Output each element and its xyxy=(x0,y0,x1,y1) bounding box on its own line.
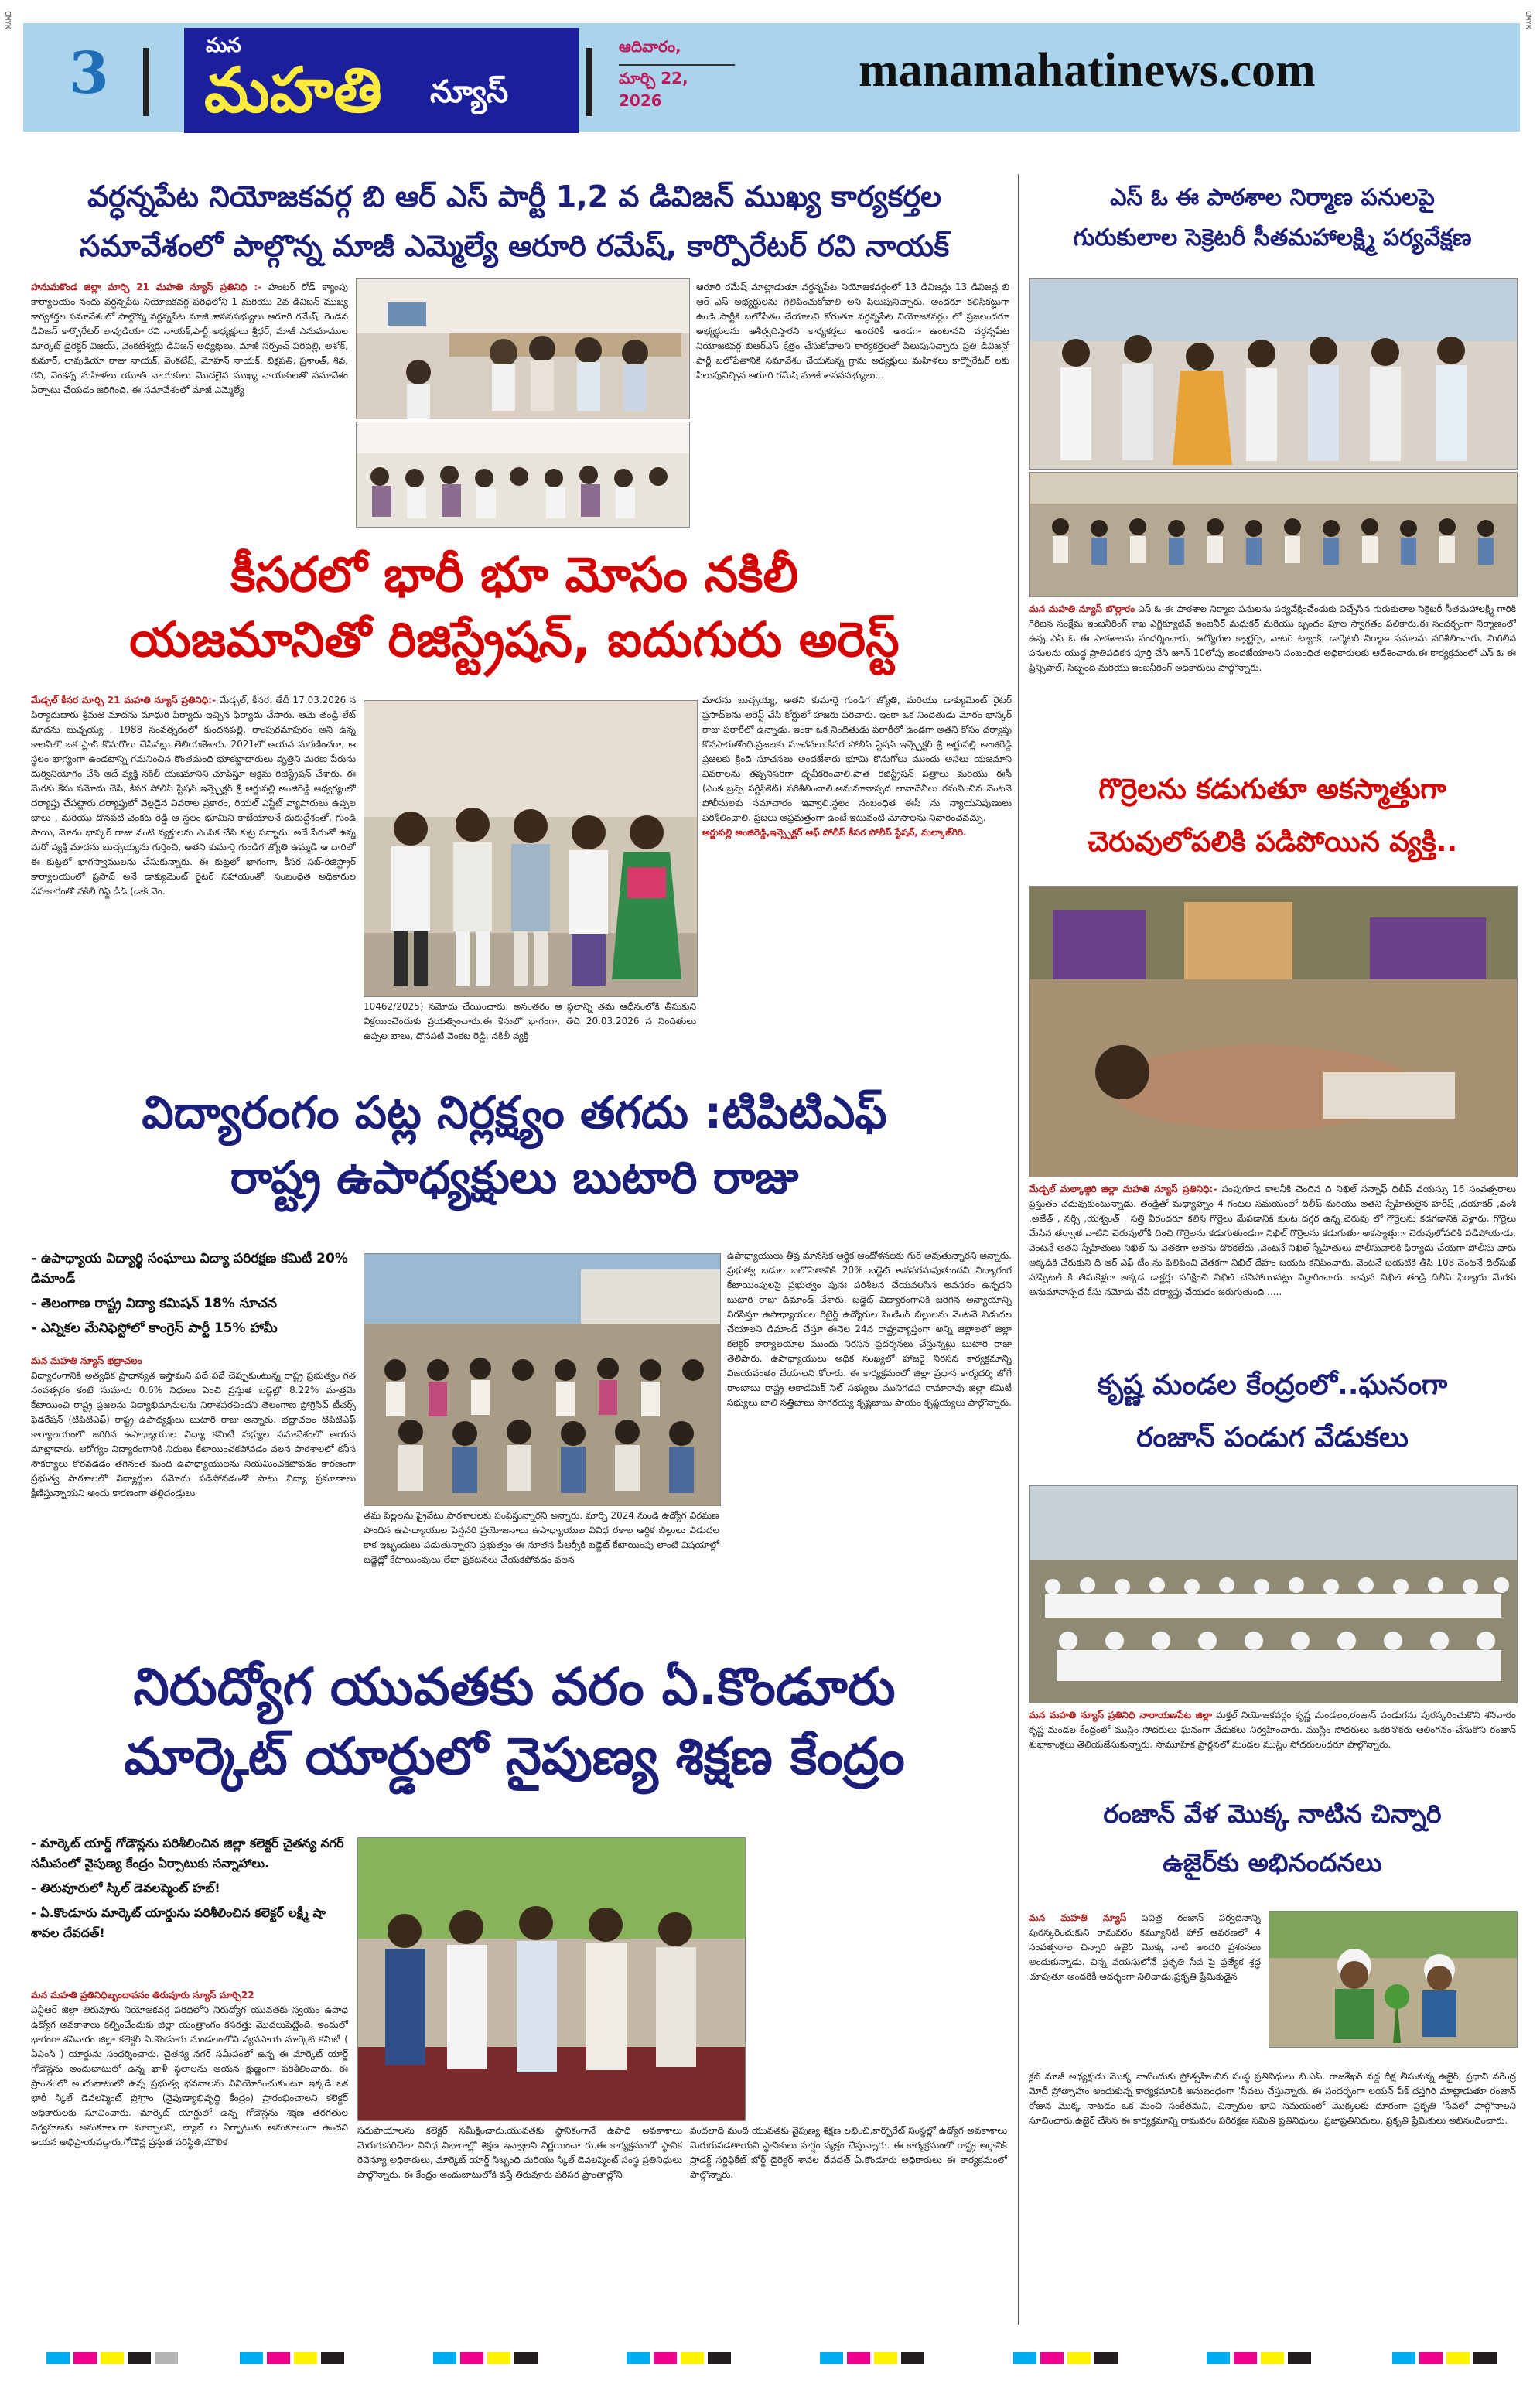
story6-body xyxy=(1029,1182,1516,1348)
story1-photo-meeting-art xyxy=(357,279,689,419)
story5-body xyxy=(1029,602,1516,749)
header-divider-left xyxy=(143,48,149,116)
story1-headline-line1: వర్ధన్నపేట నియోజకవర్గ బి ఆర్ ఎస్ పార్టీ 1,2 వ డివిజన్ ముఖ్య కార్యకర్తల xyxy=(87,179,941,214)
story1-photo-audience xyxy=(356,422,690,528)
story3-dateline: మన మహతి న్యూస్ భద్రాచలం xyxy=(31,1355,142,1366)
story4-col2: సదుపాయాలను కలెక్టర్ సమీక్షించారు.యువతకు స్థానికంగానే ఉపాధి అవకాశాలు మెరుగుపరిచేలా వివిధ విభాగాల్లో శిక్షణ ఇవ్వాలని నిర్ణయించా రు.ఈ కార్యక్రమంలో స్థానిక రెవెన్యూ అధికారులు, మార్కెట్ యార్డ్ సిబ్బంది మరియు స్కిల్ డెవలప్మెంట్ సంస్థ ప్రతినిధులు పాల్గొన్నారు. ఈ కేంద్రం అందుబాటులోకి వస్తే తిరువూరు పరిసర ప్రాంతాల్లోని xyxy=(357,2125,682,2180)
story8-photo-plant-art xyxy=(1269,1912,1517,2047)
story4-col1 xyxy=(31,1988,348,2313)
story3-bullet-2: - తెలంగాణ రాష్ట్ర విద్యా కమిషన్ 18% సూచన xyxy=(31,1296,277,1311)
story2-col2: 10462/2025) నమోదు చేయించారు. అనంతరం ఆ స్థలాన్ని తమ ఆధీనంలోకి తీసుకుని విక్రయించేందుకు ప్రయత్నించారు.ఈ కేసులో భాగంగా, తేదీ 20.03.2026 న నిందితులు ఉప్పల బాలు, దొనపటి వెంకట రెడ్డి, నకిలీ వ్యక్తి xyxy=(364,1001,696,1041)
story3-col3: ఉపాధ్యాయులు తీవ్ర మానసిక ఆర్థిక ఆందోళనలకు గురి అవుతున్నారని అన్నారు. ప్రభుత్వ బడుల బలోపేతానికి 20% బడ్జెట్ అవసరమవుతుందని విద్యారంగ కేటాయింపులపై ప్రభుత్వం పునః పరిశీలన చేయవలసిన అవసరం ఉన్నదని బుటారి రాజు డిమాండ్ చేశారు. బడ్జెట్ విద్యారంగానికి జరిగిన అన్యాయాన్ని నిరసిస్తూ ఉపాధ్యాయుల రిటైర్డ్ ఉద్యోగుల పెండింగ్ బిల్లులను వెంటనే విడుదల చేయాలని డిమాండ్ చేస్తూ ఈనెల 24న రాష్ట్రవ్యాప్తంగా అన్ని జిల్లాలలో జిల్లా కలెక్టర్ కార్యాలయాల ముందు నిరసన ప్రదర్శనలు చేస్తున్నట్లు బుటారి రాజు తెలిపారు. ఉపాధ్యాయులు అధిక సంఖ్యలో హాజరై నిరసన కార్యక్రమాన్ని విజయవంతం చేయాలని కోరారు. ఈ కార్యక్రమంలో జిల్లా ప్రధాన కార్యదర్శి జోగే రాంబాబు రాష్ట్ర అకాడమిక్ సెల్ సభ్యులు మునిగడప రామారావు జిల్లా కమిటీ సభ్యులు బాలి సత్తిబాబు సాగరయ్య కృష్ణబాబు పాయం కృష్ణయ్యలు పాల్గొన్నారు. xyxy=(727,1250,1012,1408)
story7-headline-line1: కృష్ణ మండల కేంద్రంలో..ఘనంగా xyxy=(1097,1369,1448,1401)
logo-line3: న్యూస్ xyxy=(430,74,509,110)
story5-headline-line1: ఎస్ ఓ ఈ పాఠశాల నిర్మాణ పనులపై xyxy=(1110,184,1435,211)
story6-headline-line2: చెరువులోపలికి పడిపోయిన వ్యక్తి.. xyxy=(1087,826,1458,858)
story2-photo-arrested xyxy=(364,700,698,997)
crop-mark-right: CMYK xyxy=(1524,11,1532,30)
story4-photo-collector-art xyxy=(358,1838,745,2120)
story2-signature: అర్జుపల్లి అంజిరెడ్డి,ఇన్స్పెక్టర్ ఆఫ్ పోలీస్ కీసర పోలీస్ స్టేషన్, మల్కాజ్‌గిరి. xyxy=(702,827,967,838)
story4-headline-line2: మార్కెట్ యార్డులో నైపుణ్య శిక్షణ కేంద్రం xyxy=(124,1727,905,1786)
issue-date-text: మార్చి 22, 2026 xyxy=(619,64,735,110)
story4-headline-line1: నిరుద్యోగ యువతకు వరం ఏ.కొండూరు xyxy=(133,1657,896,1717)
story7-headline-line2: రంజాన్ పండుగ వేడుకలు xyxy=(1136,1422,1409,1454)
story6-body-text: పంపుగూడ కాలనీకి చెందిన ది నిఖిల్ సన్నాఫ్ దిలీప్ వయస్సు 16 సంవత్సరాలు ప్రస్తుతం చదువుకుంటున్నాడు. తండ్రితో మధ్యాహ్నం 4 గంటల సమయంలో దిలీప్ మరియు అతని స్నేహితులైన హరీష్ ,దయాకర్ ,వంశీ ,అజేత్ , నర్సి ,యశ్వంత్ , సత్తి వీరందరూ కలిసి గొర్రెలు మేపడానికి కుంట దగ్గర ఉన్న చెరువు లో గొర్రెలను కడగడానికి వెళ్లారు. గొర్రెలు మేసిన తర్వాత వాటిని చెరువులోకి దించి గొర్రెలను కడుగుతుండగా నిఖిల్ గొర్రెలను కడుగుతూ అకస్మాత్తుగా చెరువులోపలికి పడిపోయాడు. వెంటనే అతని స్నేహితులు నిఖిల్ ను వెతకగా అతను దొరకలేదు .వెంటనే నిఖిల్ స్నేహితులు పోలీసువారికి ఫిర్యాదు చేయగా పోలీసు వారు అక్కడికి చేరుకుని ది ఆర్ ఎఫ్ టీం ను పిలిపించి వెతకగా నిఖిల్ దేహం బయట కనిపించారు. వెంటనే బయటికి తీసి 108 వెంటనే దిల్‌సుఖ్ హాస్పిటల్ కి తీసుకెళ్లగా అక్కడ డాక్టర్లు పరీక్షించి నిఖిల్ చనిపోయినట్లు నిర్ధారించారు. కావున నిఖిల్ తండ్రి దిలీప్ ఫిర్యాదు మేరకు అనుమానాస్పద కేసు నమోదు చేసి దర్యాప్తు చేయడం జరుగుతుంది ..... xyxy=(1029,1184,1516,1297)
story8-body: క్లబ్ మాజీ అధ్యక్షుడు మొక్క నాటేందుకు ప్రోత్సహించిన సంస్థ ప్రతినిధులు బి.ఎస్. రాజశేఖర్ వద్ద దీక్ష తీసుకున్న ఉజైర్, ప్రధాని నరేంద్ర మోదీ ప్రోత్సాహం అందుకున్న కార్యక్రమానికి అనుబంధంగా 'సేవలు చేస్తున్నారు. ఈ సందర్భంగా లయన్ పేక్ దస్తగిరి మాట్లాడుతూ రంజాన్ రోజున మొక్క నాటడం ఒక మంచి సంకేతమని, చిన్నారుల భావి సమయంలో మొక్కలకు దూరంగా ప్రకృతి 'సేవలో పాల్గొనాలని సూచించారు.ఉజైర్ చేసిన ఈ కార్యక్రమాన్ని రామవరం పరిరక్షణ సమితి ప్రతినిధులు, ప్రజాప్రతినిధులు, ప్రకృతి ప్రేమికులు అభినందించారు. xyxy=(1029,2071,1516,2126)
story2-col3 xyxy=(702,693,1012,1046)
story1-photo-meeting xyxy=(356,278,690,419)
story7-body-text: మక్తల్ నియోజకవర్గం కృష్ణ మండలం,రంజాన్ పండుగను పురస్కరించుకొని శనివారం కృష్ణ మండల కేంద్రంలో ముస్లిం సోదరులు ఘనంగా వేడుకలు నిర్వహించారు. ముస్లిం సోదరులు ఒకరినొకరు ఆలింగనం చేసుకొని రంజాన్ శుభాకాంక్షలు తెలియజేసుకున్నారు. సామూహిక ప్రార్థనలో మండల ముస్లిం సోదరులందరూ పాల్గొన్నారు. xyxy=(1029,1710,1516,1750)
story1-dateline: హనుమకొండ జిల్లా మార్చి 21 మహతి న్యూస్ ప్రతినిధి :- xyxy=(31,282,262,292)
story8-headline-line2: ఉజైర్‌కు అభినందనలు xyxy=(1163,1847,1382,1878)
story7-dateline: మన మహతి న్యూస్ ప్రతినిధి నారాయణపేట జిల్లా xyxy=(1029,1710,1212,1720)
story2-headline-line2: యజమానితో రిజిస్ట్రేషన్, ఐదుగురు అరెస్ట్ xyxy=(129,611,900,668)
story5-body-text: ఎస్ ఓ ఈ పాఠశాల నిర్మాణ పనులను పర్యవేక్షించేందుకు విచ్చేసిన గురుకులాల సెక్రెటరీ సీతమహాలక్ష్మి గారికి గిరిజన సంక్షేమ ఇంజనీరింగ్ శాఖ ఎగ్జిక్యూటివ్ ఇంజనీర్ మధుకర్ మరియు బృందం పూల స్వాగతం పలికారు.ఈ సందర్భంగా నిర్మాణంలో ఉన్న ఎస్ ఓ ఈ పాఠశాలను సందర్శించారు, ఉద్యోగుల క్వార్టర్స్, వాటర్ ట్యాంక్, డార్మెటరీ నిర్మాణ పనులను పరిశీలించారు. మిగిలిన పనులను యుద్ధ ప్రాతిపదికన పూర్తి చేసి జూన్ 10లోపు అందజేయాలని సంబంధిత అధికారులకు ఆదేశించారు.ఈ కార్యక్రమంలో ఎస్ ఓ ఈ ప్రిన్సిపాల్, సిబ్బంది మరియు ఇంజనీరింగ్ అధికారులు పాల్గొన్నారు. xyxy=(1029,603,1516,673)
story8-photo-plant xyxy=(1269,1911,1518,2048)
story1-photo-audience-art xyxy=(357,422,689,527)
page-number: 3 xyxy=(69,40,109,107)
story5-headline-line2: గురుకులాల సెక్రెటరీ సీతమహాలక్ష్మి పర్యవేక్షణ xyxy=(1073,224,1472,251)
story4-bullet-2: - తిరువూరులో స్కిల్ డెవలప్మెంట్ హబ్! xyxy=(31,1881,220,1895)
story1-col1 xyxy=(31,280,348,526)
story7-photo-prayer-art xyxy=(1030,1486,1517,1703)
story2-dateline: మేడ్చల్ కీసర మార్చి 21 మహతి న్యూస్ ప్రతినిధి:- xyxy=(31,695,217,706)
story4-bullet-1: - మార్కెట్ యార్డ్ గోడౌన్లను పరిశీలించిన జిల్లా కలెక్టర్ చైతన్య నగర్ సమీపంలో నైపుణ్య కేంద్రం ఏర్పాటుకు సన్నాహాలు. xyxy=(31,1836,344,1871)
story4-col3: వందలాది మంది యువతకు నైపుణ్య శిక్షణ లభించి,కార్పొరేట్ సంస్థల్లో ఉద్యోగ అవకాశాలు మెరుగుపడతాయని స్థానికులు హర్షం వ్యక్తం చేస్తున్నారు. ఈ కార్యక్రమంలో రాష్ట్ర ఆర్గానిక్ ప్రాడక్ట్ సర్టిఫికేట్ బోర్డ్ డైరెక్టర్ శావల దేవదత్ ఏ.కొండూరు అధికారులు ఈ కార్యక్రమంలో పాల్గొన్నారు. xyxy=(690,2125,1007,2180)
story8-headline-line1: రంజాన్ వేళ మొక్క నాటిన చిన్నారి xyxy=(1103,1799,1442,1829)
story1-col2: ఆరూరి రమేష్ మాట్లాడుతూ వర్ధన్నపేట నియోజకవర్గంలో 13 డివిజన్లు 13 డివిజన్ల బి ఆర్ ఎస్ అభ్యర్థులను గెలిపించుకోవాలి అని పిలుపునిచ్చారు. అందరూ కలిసికట్టుగా ఉండి పార్టీకి బలోపేతం చేయాలని కోరుతూ వర్ధన్నపేట నియోజకవర్గం లో ప్రజలందరూ అభ్యర్థులను ఆశీర్వదిస్తారని కార్యకర్తలు అందరికీ అండగా ఉంటానని వర్ధన్నపేట నియోజకవర్గ బిఆర్ఎస్ క్షేత్రం చేసుకోవాలని కార్యకర్తలతో పిలుపునిచ్చారు ప్రతి డివిజన్లో పార్టీ బలోపేతానికి సమావేశం చేయనున్న గ్రామ అధ్యక్షులు మహిళలు కార్పొరేటర్ లకు పిలుపునిచ్చిన ఆరూరి రమేష్ మాజీ శాసనసభ్యులు... xyxy=(696,282,1009,381)
story3-bullet-3: - ఎన్నికల మేనిఫెస్టోలో కాంగ్రెస్ పార్టీ 15% హామీ xyxy=(31,1321,278,1336)
story6-photo-rescue-art xyxy=(1030,887,1517,1177)
story3-headline-line2: రాష్ట్ర ఉపాధ్యక్షులు బుటారి రాజు xyxy=(230,1151,799,1204)
story7-photo-prayer xyxy=(1029,1485,1518,1703)
logo-line2: మహతి xyxy=(204,54,382,126)
story3-bullets xyxy=(31,1249,356,1343)
story2-headline-line1: కీసరలో భారీ భూ మోసం నకిలీ xyxy=(230,546,798,603)
story5-photo-inspection-art xyxy=(1030,279,1517,469)
story3-col1 xyxy=(31,1354,356,1617)
story5-dateline: మన మహతి న్యూస్ బొల్లారం xyxy=(1029,603,1135,614)
story1-col1-text: హంటర్ రోడ్ క్యాంపు కార్యాలయం నందు వర్ధన్నపేట నియోజకవర్గ పరిధిలోని 1 మరియు 2వ డివిజన్ ముఖ్య కార్యకర్తల సమావేశంలో పాల్గొన్న వర్ధన్నపేట మాజీ శాసనసభ్యులు ఆరూరి రమేష్, రెండవ డివిజన్ కార్పొరేటర్ లావుడియా రవి నాయక్,పార్టీ అధ్యక్షులు శ్రీధర్, మాజీ ఎనుమాముల మార్కెట్ డైరెక్టర్ విజయ్, వెంకటేశ్వర్లు డివిజన్ అధ్యక్షులు, మాజీ సర్పంచ్ పరిపెల్లి, అశోక్, కుమార్, లావుడియా రాజు నాయక్, వెంకటేష్, మోహన్ నాయక్, బిక్షపతి, ప్రశాంత్, శివ, రవి, వెంకన్న మహిళలు యూత్ నాయకులు మొదలైన ముఖ్య నాయకులతో సమావేశం ఏర్పాటు చేయడం జరిగింది. ఈ సమావేశంలో మాజీ ఎమ్మెల్యే xyxy=(31,282,348,395)
story1-headline-line2: సమావేశంలో పాల్గొన్న మాజీ ఎమ్మెల్యే ఆరూరి రమేష్, కార్పొరేటర్ రవి నాయక్ xyxy=(79,229,950,263)
story3-col1-text: విద్యారంగానికి అత్యధిక ప్రాధాన్యత ఇస్తామని పదే పదే చెప్పుకుంటున్న రాష్ట్ర ప్రభుత్వం గత సంవత్సరం కంటే సుమారు 0.6% నిధులు పెంచి ప్రస్తుత బడ్జెట్లో 8.22% మాత్రమే కేటాయించి రాష్ట్ర ప్రజలను విద్యాభిమానులను నిరాశపరచిందని తెలంగాణ ప్రోగ్రెసివ్ టీచర్స్ ఫెడరేషన్ (టిపిటిఎఫ్) రాష్ట్ర ఉపాధ్యక్షులు బుటారి రాజు అన్నారు. భద్రాచలం టిపిటిఎఫ్ కార్యాలయంలో జరిగిన ఉపాధ్యాయుల విద్యా కమిటీ సభ్యుల సమావేశంలో ఆయన మాట్లాడారు. ఆరోగ్యం విద్యారంగానికి నిధులు కేటాయించకపోవడం వలన పాఠశాలలో కనీస సౌకర్యాలు కొరవడడం తగినంత మంది ఉపాధ్యాయులను నియమించకపోవడం కారణంగా ప్రభుత్వ పాఠశాలలో విద్యార్థుల సమోదు పడిపోవడంతో పాటు విద్యా ప్రమాణాలు క్షీణిస్తున్నాయని అందు కారణంగా తల్లిదండ్రులు xyxy=(31,1370,356,1498)
column-divider xyxy=(1018,174,1019,2325)
story4-bullet-3: - ఏ.కొండూరు మార్కెట్ యార్డును పరిశీలించిన కలెక్టర్ లక్ష్మీ షా శావల దేవదత్! xyxy=(31,1905,326,1940)
story3-headline-line1: విద్యారంగం పట్ల నిర్లక్ష్యం తగదు :టిపిటిఎఫ్ xyxy=(142,1086,887,1139)
story5-photo-classroom xyxy=(1029,472,1518,597)
story3-col2: తమ పిల్లలను ప్రైవేటు పాఠశాలలకు పంపిస్తున్నారని అన్నారు. మార్చి 2024 నుండి ఉద్యోగ విరమణ పొందిన ఉపాధ్యాయుల పెన్షనరీ ప్రయోజనాలు ఉపాధ్యాయుల వివిధ రకాల ఆర్థిక బిల్లులు విడుదల కాక ఇబ్బందులు పడుతున్నారని ప్రభుత్వం ఈ నూతన పీఆర్సీకి బడ్జెట్ కేటాయింపు లాంటి విషయాల్లో బడ్జెట్లో కేటాయింపులు లేదా ప్రకటనలు చేయకపోవడం వలన xyxy=(364,1510,719,1565)
story2-col1-text: మేడ్చల్, కీసర: తేదీ 17.03.2026 న పిర్యాదుదారు శ్రీమతి మాదను మాధురి ఫిర్యాదు ఇచ్చిన ఫిర్యాదు చేసారు. ఆమె తండ్రి లేట్ మాదను బుచ్చయ్య , 1988 సంవత్సరంలో కుందనపల్లి, రాంపురమాపురం అని ఉన్న కాలనీలో ఒక ప్లాట్ కొనుగోలు చేసినట్లు తెలియజేశారు. 2021లో ఆయన మరణించగా, ఆ స్థలం భాగ్యంగా ఉండటాన్ని గమనించిన కొంతమంది భూకబ్జాదారులు వృత్తిని మరణ పేరును దుర్వినియోగం చేసి అదే వ్యక్తి నకిలీ యజమానిని చూపిస్తూ అక్రమ రిజిస్ట్రేషన్ చేశారు. ఈ మేరకు కేసు నమోదు చేసి, కీసర పోలీస్ స్టేషన్ ఇన్స్పెక్టర్ శ్రీ ఆర్జుపల్లి అంజిరెడ్డి ఆధ్వర్యంలో దర్యాప్తు చేపట్టారు.దర్యాప్తులో వెల్లడైన వివరాల ప్రకారం, రియల్ ఎస్టేట్ వ్యాపారులు ఉప్పల బాలు , మరియు దొనపటి వెంకట రెడ్డి ఆ స్థలం భూమిని కాజేయాలనే దురుద్దేశంతో, గుండి సాయి, మోరం భాస్కర్ రాజు వంటి వ్యక్తులను ఎంపిక చేసి కుట్ర పన్నారు. అదే పేరుతో ఉన్న మరో వ్యక్తి మాదను బుచ్చయ్యను గుర్తించి, అతని కుమార్తె గుండిగ జ్యోతి ఉమ్మడి ఆ దారిలో ఈ కుట్రలో భాగస్వాములను చేసుకున్నారు. ఈ కుట్రలో భాగంగా, కీసర సబ్-రిజిస్ట్రార్ కార్యాలయంలో ప్రసాద్ అనే డాక్యుమెంట్ రైటర్ సహాయంతో, సంబంధిత అధికారుల సహకారంతో నకిలీ గిఫ్ట్ డీడ్ (డాక్ నెం. xyxy=(31,695,356,897)
story2-col1 xyxy=(31,693,356,1041)
story4-dateline: మన మహతి ప్రతినిధిబృందావనం తిరువూరు న్యూస్ మార్చి22 xyxy=(31,1990,254,2001)
story7-body xyxy=(1029,1708,1516,1782)
issue-day: ఆదివారం, xyxy=(619,37,681,56)
story4-col1-text: ఎన్టీఆర్ జిల్లా తిరువూరు నియోజకవర్గ పరిధిలోని నిరుద్యోగ యువతకు స్వయం ఉపాధి ఉద్యోగ అవకాశాలు కల్పించేందుకు జిల్లా యంత్రాంగం కసరత్తు మొదలుపెట్టింది. ఇందులో భాగంగా శనివారం జిల్లా కలెక్టర్ ఏ.కొండూరు మండలంలోని వ్యవసాయ మార్కెట్ కమిటీ ( ఏఎంసి ) యార్డును సందర్శించారు. చైతన్య నగర్ సమీపంలో ఉన్న ఈ మార్కెట్ యార్డ్ గోడౌన్లను అందుబాటులో ఉన్న ఖాళీ స్థలాలను ఆయన క్షుణ్ణంగా పరిశీలించారు. ఈ ప్రాంతంలో అందుబాటులో ఉన్న ప్రభుత్వ భవనాలను వినియోగించుకుంటూ ఇక్కడే ఒక భారీ స్కిల్ డెవలప్మెంట్ ప్రోగ్రాం (నైపుణ్యాభివృద్ధి కేంద్రం) ప్రారంభించాలని కలెక్టర్ అధికారులకు సూచించారు. మార్కెట్ యార్డులో ఉన్న గోడౌన్లను శిక్షణ తరగతుల నిర్వహణకు అనుకూలంగా మార్చాలని, ల్యాబ్ ల ఏర్పాటుకు అనుకూలంగా ఉందని ఆయన అభిప్రాయపడ్డారు.గోడౌన్ల ప్రస్తుత పరిస్థితి,మౌలిక xyxy=(31,2004,348,2148)
story3-bullet-1: - ఉపాధ్యాయ విద్యార్థి సంఘాలు విద్యా పరిరక్షణ కమిటీ 20% డిమాండ్ xyxy=(31,1251,348,1286)
story8-col1-text: పవిత్ర రంజాన్ పర్వదినాన్ని పురస్కరించుకుని రామవరం కమ్యూనిటీ హాల్ ఆవరణలో 4 సంవత్సరాల చిన్నారి ఉజైర్ మొక్క నాటి అందరి ప్రశంసలు అందుకున్నాడు. చిన్న వయసులోనే ప్రకృతి సేవ పై ప్రత్యేక శ్రద్ధ చూపుతూ అందరికీ ఆదర్శంగా నిలిచాడు.ప్రకృతి ప్రేమికుడైన xyxy=(1029,1912,1261,1982)
logo-line1: మన xyxy=(206,34,241,57)
issue-date xyxy=(619,37,735,110)
story6-headline-line1: గొర్రెలను కడుగుతూ అకస్మాత్తుగా xyxy=(1098,774,1446,805)
header-divider-right xyxy=(586,48,592,116)
story3-photo-meeting xyxy=(364,1253,721,1506)
website-url: manamahatinews.com xyxy=(859,44,1316,97)
newspaper-logo xyxy=(184,28,579,133)
story8-col1 xyxy=(1029,1911,1261,2066)
story8-dateline: మన మహతి న్యూస్ xyxy=(1029,1912,1127,1923)
story5-photo-inspection xyxy=(1029,278,1518,470)
story3-photo-meeting-art xyxy=(364,1254,720,1505)
story4-bullets xyxy=(31,1833,348,1948)
story2-photo-arrested-art xyxy=(364,701,697,996)
crop-mark-left: CMYK xyxy=(3,11,12,30)
story6-photo-rescue xyxy=(1029,886,1518,1177)
story6-dateline: మేడ్చల్ మల్కాజ్గిరి జిల్లా మహతి న్యూస్ ప్రతినిధి:- xyxy=(1029,1184,1217,1194)
story2-col3-text: మాదను బుచ్చయ్య, అతని కుమార్తె గుండిగ జ్యోతి, మరియు డాక్యుమెంట్ రైటర్ ప్రసాద్‌లను అరెస్ట్ చేసి కోర్టులో హాజరు పరిచారు. ఇంకా ఒక నిందితుడు మోరం భాస్కర్ రాజు పరారీలో ఉన్నాడు. ఇంకా ఒక నిందితుడు పరారీలో ఉండగా అతని కోసం దర్యాప్తు కొనసాగుతోంది.ప్రజలకు సూచనలు:కీసర పోలీస్ స్టేషన్ ఇన్స్పెక్టర్ శ్రీ ఆర్జుపల్లి అంజిరెడ్డి ప్రజలకు క్రింది సూచనలు అందజేశారు భూమి కొనుగోలు ముందు అసలు యజమాని వివరాలను తప్పనిసరిగా ధృవీకరించాలి.పాత రిజిస్ట్రేషన్ పత్రాలు మరియు ఈసీ (ఎంకంబ్రన్స్ సర్టిఫికెట్) పరిశీలించాలి.అనుమానాస్పద లావాదేవీలు గమనించిన వెంటనే పోలీసులకు సమాచారం ఇవ్వాలి.స్థలం సంబంధిత ఈసీ ను న్యాయనిపుణులు పరిశీలించాలి. ప్రజలు అప్రమత్తంగా ఉంటే ఇటువంటి మోసాలను నివారించవచ్చు. xyxy=(702,695,1012,823)
story5-photo-classroom-art xyxy=(1030,473,1517,596)
story4-photo-collector xyxy=(357,1837,746,2121)
